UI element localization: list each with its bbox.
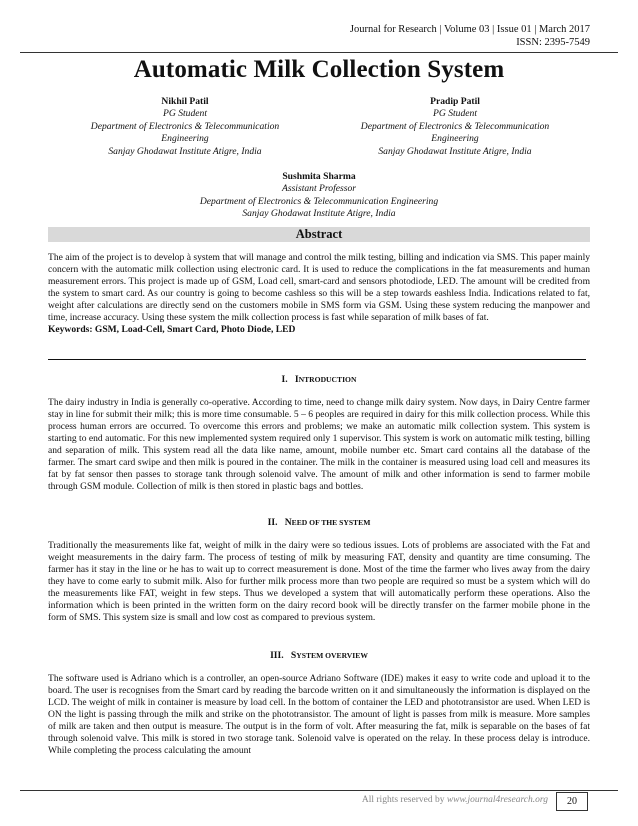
author-name: Pradip Patil [430,96,480,107]
author-department-cont: Engineering [431,133,479,145]
section-number: III. [270,650,284,661]
rights-text: All rights reserved by [361,795,445,805]
author-institute: Sanjay Ghodawat Institute Atigre, India [242,208,396,220]
section-number: I. [281,374,288,385]
section-title-initial: S [290,650,297,661]
footer-site[interactable]: www.journal4research.org [446,795,548,805]
footer-rights [362,795,548,805]
section-body-introduction [48,397,590,493]
journal-line: Journal for Research | Volume 03 | Issue 01 | March 2017 [349,24,590,35]
author-name: Nikhil Patil [161,96,209,107]
issn: ISSN: 2395-7549 [516,37,590,48]
abstract-body [48,252,590,336]
section-number: II. [267,517,278,528]
author-institute: Sanjay Ghodawat Institute Atigre, India [108,145,262,157]
author-role: PG Student [163,108,207,120]
section-title-initial: N [284,517,292,528]
author-role: Assistant Professor [281,183,356,195]
author-department: Department of Electronics & Telecommunication [90,120,280,132]
paragraph: The software used is Adriano which is a controller, an open-source Adriano Software (IDE) makes it easy to write code and upload it to the board. The user is recognises from the Smart card by reading the barcode written on it and simultaneously the information is displayed on the LCD. The weight of milk in container is measure by load cell. In the bottom of container the LED and phototransistor are used. When LED is ON the light is passing through the milk and strike on the phototransistor. The amount of light is passes from milk is measure. More samples of milk are taken and then output is measure. The output is in the form of volt. After measuring the fat, milk is separable on the bases of fat through solenoid valve. This milk is stored in two storage tank. Solenoid valve is operated on the relay. In these process delay is introduce. While completing the process calculating the amount [48,673,590,756]
section-title-initial: I [294,374,299,385]
author-block [60,96,310,158]
author-name: Sushmita Sharma [282,171,356,182]
keywords: Keywords: GSM, Load-Cell, Smart Card, Photo Diode, LED [48,324,296,335]
paper-title: Automatic Milk Collection System [133,56,505,83]
section-heading-introduction [0,374,638,385]
author-department: Department of Electronics & Telecommunication Engineering [199,195,439,207]
author-role: PG Student [433,108,477,120]
section-title-rest: EED OF THE SYSTEM [291,518,371,527]
author-block [150,171,488,221]
header-rule [20,52,618,53]
abstract-heading: Abstract [48,227,590,242]
section-body-overview [48,673,590,757]
section-title-rest: NTRODUCTION [298,375,357,384]
author-block [330,96,580,158]
page-number: 20 [556,792,588,811]
section-title-rest: YSTEM OVERVIEW [296,651,368,660]
abstract-rule [48,359,586,360]
section-heading-need [0,517,638,528]
journal-header [350,23,590,49]
section-heading-overview [0,650,638,661]
author-department-cont: Engineering [161,133,209,145]
paragraph: Traditionally the measurements like fat, weight of milk in the dairy were so tedious issues. Lots of problems are associated with the Fat and weight measurements in the dairy farm. The process of testing of milk by measuring FAT, density and quantity are time consuming. The farmer has it stay in the line or he has to wait up to correct measurement is done. Most of the time the farmer who lives away from the dairy they have to come early to submit milk. Also for further milk process more than two people are required so must be a system which will do the measurements like FAT, weight in few steps. Thus we developed a system that will automatically perform these operations. Also the information which is been printed in the written form on the dairy record book will be directly transfer on the farmer mobile phone in the form of SMS. This system size is small and low cost as compared to previous system. [48,540,590,623]
abstract-text: The aim of the project is to develop à system that will manage and control the milk testing, billing and indication via SMS. This paper mainly concern with the automatic milk collection using electronic card. It is used to reduce the complications in the fat measurements and human measurement errors. This project is made up of GSM, Load cell, smart-card and sensors photodiode, LED. The amount will be credited from the system to smart card. As our country is going to become cashless so this will be a step towards eashless India. Indications related to fat, weight after calculations are directly send on the customers mobile in SMS form via GSM. Using these system reducing the manpower and time, increase accuracy. Using these system the milk collection process is fast while separation of milk bases of fat. [48,252,590,323]
author-department: Department of Electronics & Telecommunication [360,120,550,132]
author-institute: Sanjay Ghodawat Institute Atigre, India [378,145,532,157]
section-body-need [48,540,590,624]
footer-rule [20,790,618,791]
paragraph: The dairy industry in India is generally co-operative. According to time, need to change milk dairy system. Now days, in Dairy Centre farmer stay in line for submit their milk; this is more time consumable. 5 – 6 peoples are required in dairy for this milk collection process. While this process human errors are occurred. To overcome this errors and problems; we make an automatic milk collection system. This system is starting to end automatic. For this new implemented system required only 1 supervisor. This system is work on automatic milk testing, billing and separation of milk. This system read all the data like name, amount, mobile number etc. Smart card contains all the database of the farmer. The smart card swipe and then milk is poured in the container. The milk in the container is measured using load cell and measures its fat by fat sensor then passes to storage tank through solenoid valve. The amount of milk and other information is send to farmer mobile through GSM module. Collection of milk is then stored in plastic bags and bottles. [48,397,590,492]
